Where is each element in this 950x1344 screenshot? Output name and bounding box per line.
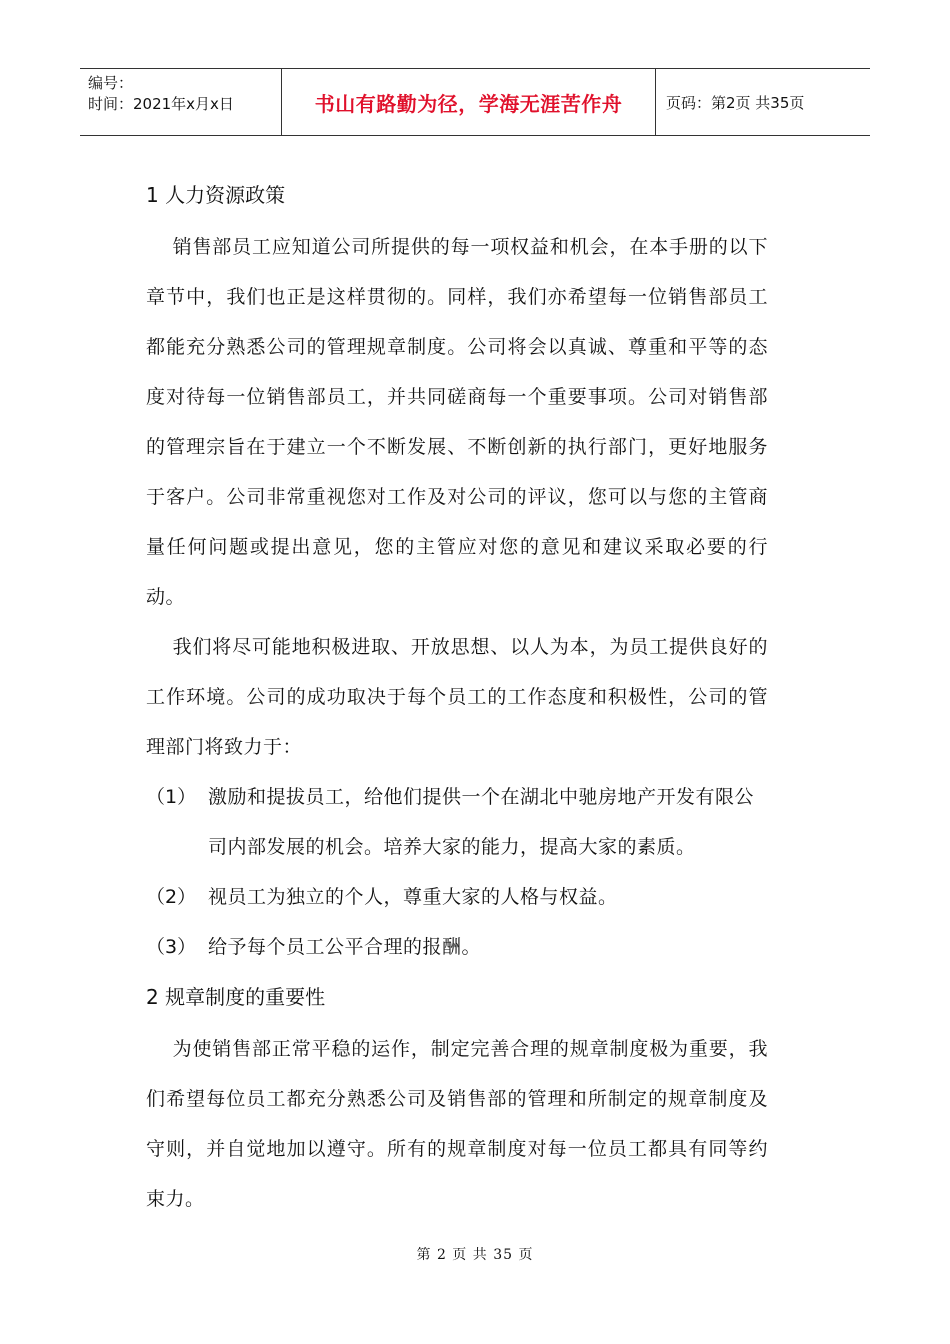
- list-item-number: （2）: [146, 886, 197, 908]
- list-item-text: 激励和提拔员工，给他们提供一个在湖北中驰房地产开发有限公司内部发展的机会。培养大家的能力，提高大家的素质。: [208, 786, 755, 858]
- list-item-text: 给予每个员工公平合理的报酬。: [208, 936, 482, 958]
- list-item: [146, 922, 768, 972]
- header-meta: [80, 69, 282, 135]
- paragraph: 为使销售部正常平稳的运作，制定完善合理的规章制度极为重要，我们希望每位员工都充分熟悉公司及销售部的管理和所制定的规章制度及守则，并自觉地加以遵守。所有的规章制度对每一位员工都具有同等约束力。: [146, 1038, 768, 1210]
- list-item: [146, 872, 768, 922]
- header-motto: 书山有路勤为径，学海无涯苦作舟: [282, 69, 656, 135]
- document-header: [80, 68, 870, 136]
- page-footer: 第 2 页 共 35 页: [416, 1247, 534, 1263]
- document-number-label: 编号：: [88, 74, 134, 92]
- list-item-number: （1）: [146, 786, 197, 808]
- document-date-label: 时间：2021年x月x日: [88, 95, 234, 113]
- section-heading: 1 人力资源政策: [146, 183, 286, 207]
- list-item-number: （3）: [146, 936, 197, 958]
- list-item-text: 视员工为独立的个人，尊重大家的人格与权益。: [208, 886, 618, 908]
- list-item: [146, 772, 768, 872]
- header-page-label: 页码：第2页 共35页: [666, 93, 805, 112]
- paragraph: 我们将尽可能地积极进取、开放思想、以人为本，为员工提供良好的工作环境。公司的成功取决于每个员工的工作态度和积极性，公司的管理部门将致力于：: [146, 636, 768, 758]
- paragraph: 销售部员工应知道公司所提供的每一项权益和机会，在本手册的以下章节中，我们也正是这样贯彻的。同样，我们亦希望每一位销售部员工都能充分熟悉公司的管理规章制度。公司将会以真诚、尊重和平等的态度对待每一位销售部员工，并共同磋商每一个重要事项。公司对销售部的管理宗旨在于建立一个不断发展、不断创新的执行部门，更好地服务于客户。公司非常重视您对工作及对公司的评议，您可以与您的主管商量任何问题或提出意见，您的主管应对您的意见和建议采取必要的行动。: [146, 236, 768, 608]
- document-body: [146, 170, 768, 1224]
- section-heading: 2 规章制度的重要性: [146, 985, 326, 1009]
